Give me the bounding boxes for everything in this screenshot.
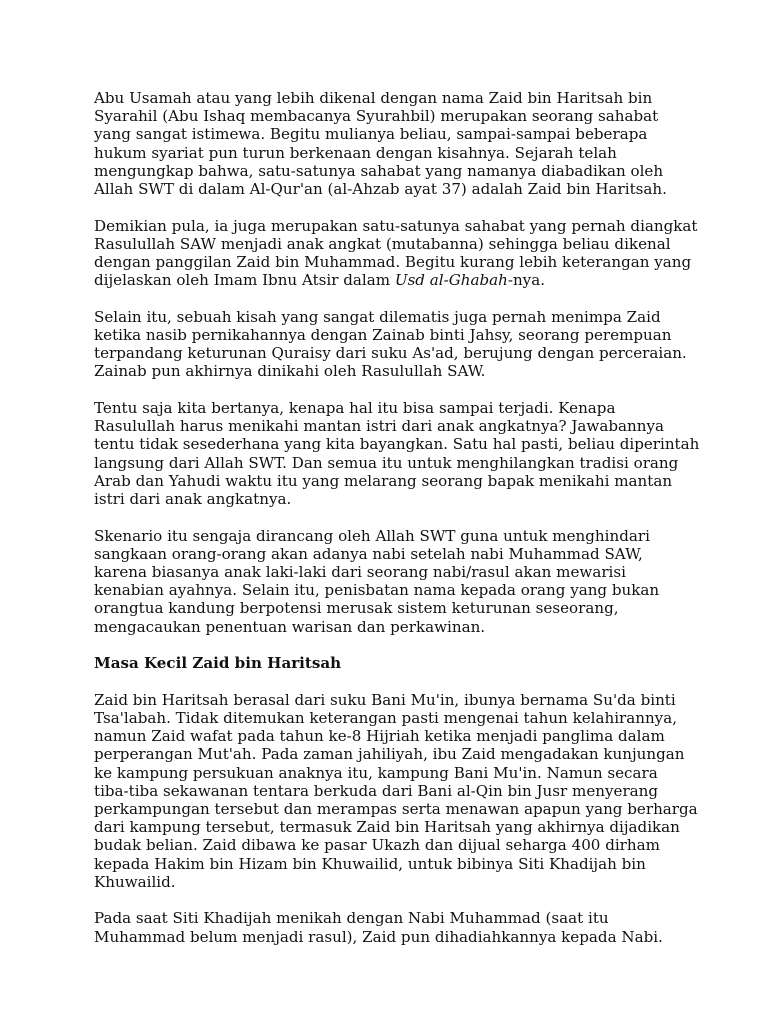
text-line: Arab dan Yahudi waktu itu yang melarang seorang bapak menikahi mantan — [94, 471, 673, 490]
text-line: Zainab pun akhirnya dinikahi oleh Rasulullah SAW. — [94, 362, 486, 381]
paragraph-gift — [94, 909, 684, 945]
book-title: Usd al-Ghabah — [394, 271, 508, 290]
document-page — [94, 89, 700, 964]
section-heading: Masa Kecil Zaid bin Haritsah — [94, 654, 342, 673]
text-line: Tentu saja kita bertanya, kenapa hal itu bisa sampai terjadi. Kenapa — [94, 399, 616, 418]
text-line: Muhammad belum menjadi rasul), Zaid pun dihadiahkannya kepada Nabi. — [94, 927, 663, 946]
text-line: Pada saat Siti Khadijah menikah dengan Nabi Muhammad (saat itu — [94, 909, 609, 928]
text-line: Rasulullah SAW menjadi anak angkat (mutabanna) sehingga beliau dikenal — [94, 234, 671, 253]
text-line: Selain itu, sebuah kisah yang sangat dilematis juga pernah menimpa Zaid — [94, 307, 661, 326]
text-line: perkampungan tersebut dan merampas serta menawan apapun yang berharga — [94, 800, 698, 819]
text-line: ketika nasib pernikahannya dengan Zainab binti Jahsy, seorang perempuan — [94, 326, 672, 345]
text-segment: dijelaskan oleh Imam Ibnu Atsir dalam — [94, 271, 395, 290]
text-line: langsung dari Allah SWT. Dan semua itu untuk menghilangkan tradisi orang — [94, 453, 679, 472]
text-line: Allah SWT di dalam Al-Qur'an (al-Ahzab ayat 37) adalah Zaid bin Haritsah. — [94, 180, 667, 199]
text-line: Skenario itu sengaja dirancang oleh Allah SWT guna untuk menghindari — [94, 526, 650, 545]
text-line: Tsa'labah. Tidak ditemukan keterangan pasti mengenai tahun kelahirannya, — [94, 709, 678, 728]
text-line: dengan panggilan Zaid bin Muhammad. Begitu kurang lebih keterangan yang — [94, 253, 692, 272]
text-line: Demikian pula, ia juga merupakan satu-satunya sahabat yang pernah diangkat — [94, 216, 698, 235]
text-line: orangtua kandung berpotensi merusak sistem keturunan seseorang, — [94, 599, 619, 618]
text-line: namun Zaid wafat pada tahun ke-8 Hijriah ketika menjadi panglima dalam — [94, 727, 665, 746]
text-line: mengungkap bahwa, satu-satunya sahabat yang namanya diabadikan oleh — [94, 161, 664, 180]
text-line: karena biasanya anak laki-laki dari seorang nabi/rasul akan mewarisi — [94, 563, 626, 582]
text-line: terpandang keturunan Quraisy dari suku As'ad, berujung dengan perceraian. — [94, 344, 687, 363]
text-line: budak belian. Zaid dibawa ke pasar Ukazh dan dijual seharga 400 dirham — [94, 836, 660, 855]
text-line: Zaid bin Haritsah berasal dari suku Bani Mu'in, ibunya bernama Su'da binti — [94, 690, 676, 709]
text-line: sangkaan orang-orang akan adanya nabi setelah nabi Muhammad SAW, — [94, 544, 643, 563]
paragraph-adoption — [94, 216, 698, 290]
text-line: yang sangat istimewa. Begitu mulianya beliau, sampai-sampai beberapa — [94, 125, 648, 144]
text-line: kepada Hakim bin Hizam bin Khuwailid, untuk bibinya Siti Khadijah bin — [94, 854, 646, 873]
text-line: dari kampung tersebut, termasuk Zaid bin Haritsah yang akhirnya dijadikan — [94, 818, 680, 837]
text-line: ke kampung persukuan anaknya itu, kampung Bani Mu'in. Namun secara — [94, 763, 658, 782]
text-line: mengacaukan penentuan warisan dan perkawinan. — [94, 617, 486, 636]
text-line: istri dari anak angkatnya. — [94, 490, 292, 509]
text-line: perperangan Mut'ah. Pada zaman jahiliyah, ibu Zaid mengadakan kunjungan — [94, 745, 685, 764]
text-segment: -nya. — [507, 271, 546, 290]
text-line — [94, 271, 684, 289]
text-line: Syarahil (Abu Ishaq membacanya Syurahbil) merupakan seorang sahabat — [94, 107, 659, 126]
text-line: Khuwailid. — [94, 872, 176, 891]
text-line: tentu tidak sesederhana yang kita bayangkan. Satu hal pasti, beliau diperintah — [94, 435, 700, 454]
text-line: tiba-tiba sekawanan tentara berkuda dari Bani al-Qin bin Jusr menyerang — [94, 781, 659, 800]
text-line: Rasulullah harus menikahi mantan istri dari anak angkatnya? Jawabannya — [94, 417, 664, 436]
text-line: kenabian ayahnya. Selain itu, penisbatan nama kepada orang yang bukan — [94, 581, 660, 600]
paragraph-childhood — [94, 690, 698, 891]
text-line: Abu Usamah atau yang lebih dikenal dengan nama Zaid bin Haritsah bin — [94, 89, 653, 107]
text-line: hukum syariat pun turun berkenaan dengan kisahnya. Sejarah telah — [94, 143, 617, 162]
paragraph-intro — [94, 89, 684, 198]
paragraph-marriage — [94, 307, 687, 381]
paragraph-scenario — [94, 527, 684, 636]
paragraph-question — [94, 399, 700, 509]
